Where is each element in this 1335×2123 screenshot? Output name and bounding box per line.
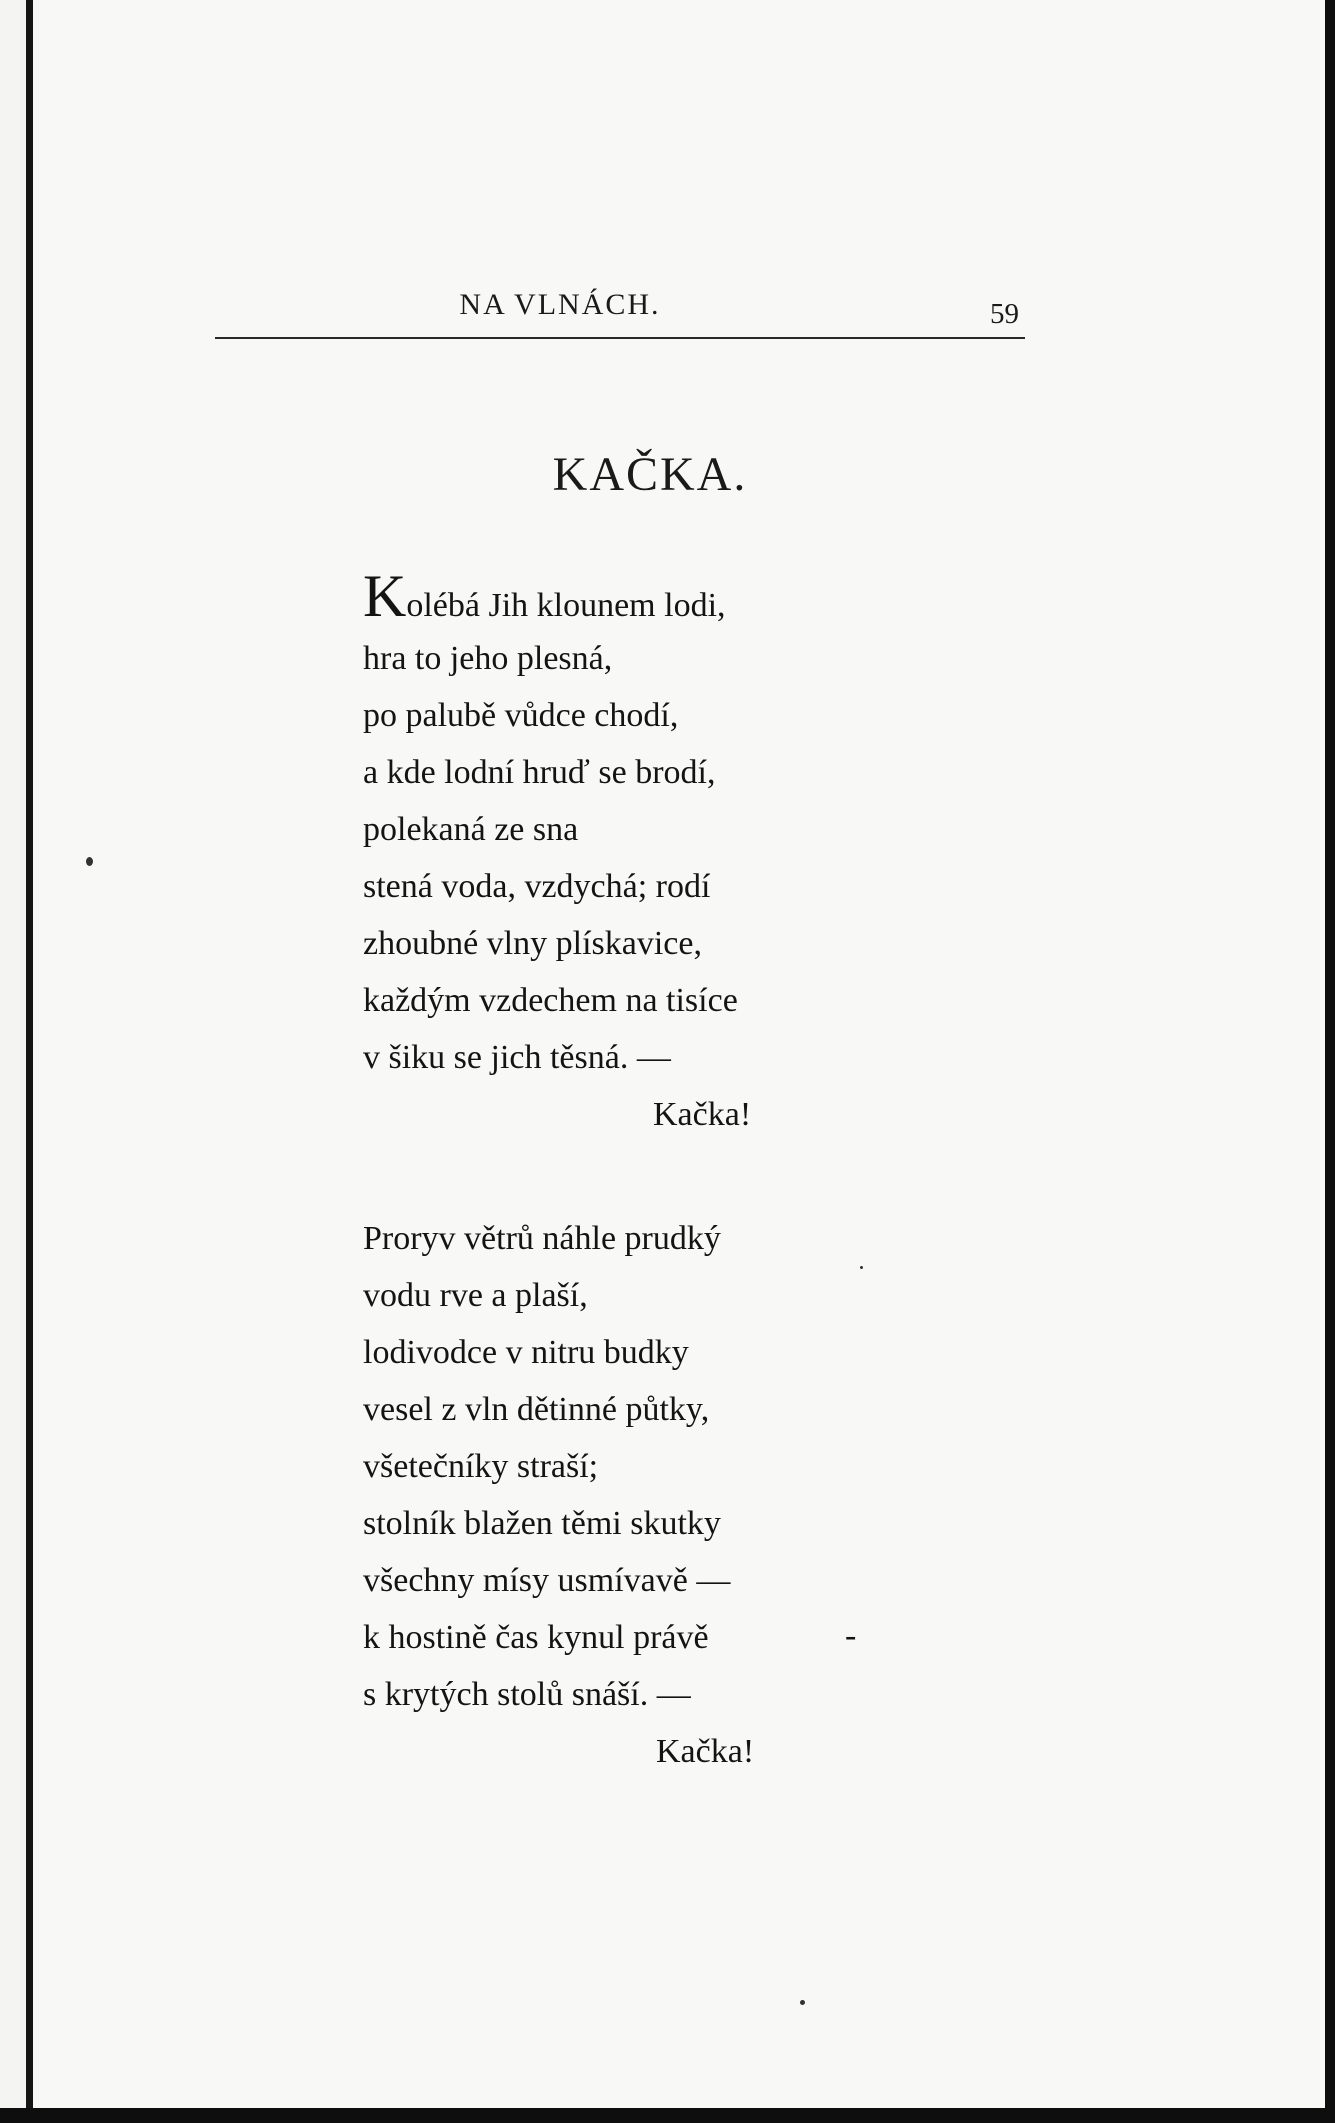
poem-line	[363, 562, 883, 630]
refrain: Kačka!	[653, 1096, 752, 1133]
poem-line: po palubě vůdce chodí,	[363, 697, 679, 734]
running-title: NA VLNÁCH.	[459, 288, 661, 321]
poem-line: vodu rve a plaší,	[363, 1277, 588, 1314]
poem-title: KAČKA.	[552, 448, 748, 501]
poem-line: stolník blažen těmi skutky	[363, 1505, 721, 1542]
refrain: Kačka!	[656, 1733, 755, 1770]
drop-cap: K	[363, 563, 407, 629]
page-spine-edge	[26, 0, 33, 2108]
left-margin	[0, 0, 28, 2123]
poem-line: a kde lodní hruď se brodí,	[363, 754, 716, 791]
stanza-2	[363, 1210, 883, 1780]
trailing-dash: -	[845, 1617, 857, 1654]
poem-line: k hostině čas kynul právě	[363, 1619, 709, 1656]
poem-line: v šiku se jich těsná. —	[363, 1039, 671, 1076]
poem-line: každým vzdechem na tisíce	[363, 982, 738, 1019]
poem-line: hra to jeho plesná,	[363, 640, 613, 677]
first-line-rest: olébá Jih klounem lodi,	[406, 587, 726, 624]
page-right-edge	[1325, 0, 1335, 2123]
page-number: 59	[990, 298, 1019, 330]
poem-line: polekaná ze sna	[363, 811, 579, 848]
poem-line: stená voda, vzdychá; rodí	[363, 868, 711, 905]
page-bottom-edge	[0, 2108, 1335, 2123]
stanza-1	[363, 562, 883, 1143]
poem-line: vesel z vln dětinné půtky,	[363, 1391, 710, 1428]
paper-speck	[860, 1266, 863, 1269]
header-rule	[215, 337, 1025, 339]
poem-line: všechny mísy usmívavě —	[363, 1562, 731, 1599]
paper-speck	[86, 857, 93, 866]
poem-line: Proryv větrů náhle prudký	[363, 1220, 721, 1257]
poem-line: všetečníky straší;	[363, 1448, 599, 1485]
paper-speck	[800, 2000, 805, 2005]
poem-line: zhoubné vlny plískavice,	[363, 925, 702, 962]
poem-line: lodivodce v nitru budky	[363, 1334, 689, 1371]
poem-line: s krytých stolů snáší. —	[363, 1676, 691, 1713]
